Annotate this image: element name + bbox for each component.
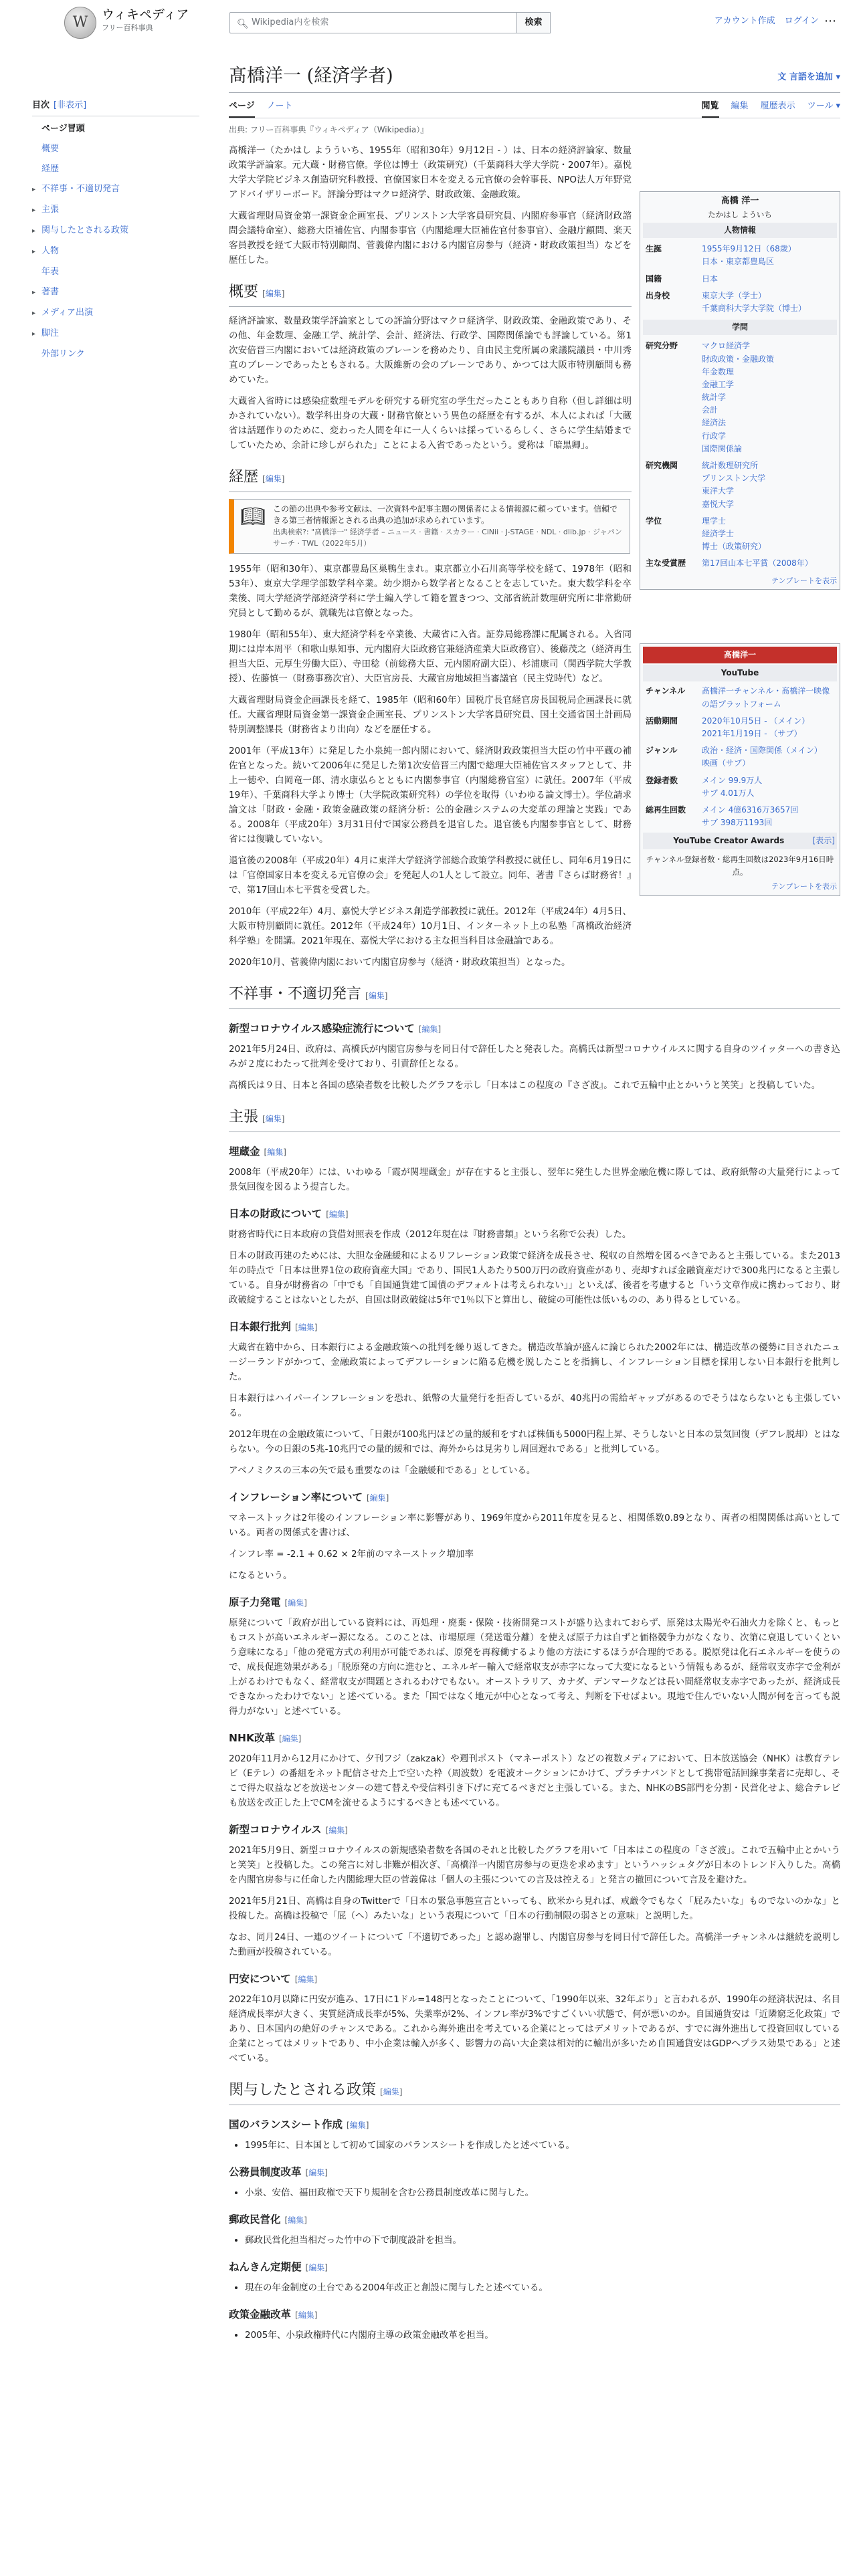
toc-item-label: 脚注 xyxy=(41,328,60,338)
edit-link-wrapper: [編集] xyxy=(347,2121,369,2131)
infobox-academic-header: 学問 xyxy=(643,320,837,335)
toc-item-label: 主張 xyxy=(41,204,60,215)
edit-link[interactable]: 編集 xyxy=(288,1598,304,1608)
user-links xyxy=(714,15,819,29)
edit-link[interactable]: 編集 xyxy=(308,2168,325,2178)
infobox-value-line[interactable]: 統計学 xyxy=(702,393,727,403)
toc-item[interactable] xyxy=(32,303,199,324)
edit-link[interactable]: 編集 xyxy=(298,2311,314,2321)
claims-paragraph: 日本の財政再建のためには、大胆な金融緩和によるリフレーション政策で経済を成長させ、税収の自然増を図るべきであると主張している。また2013年の時点で「日本は世界1位の政府資産大国」であり、国民1人あたり500万円の政府資産があり、売却すれば金融資産だけで300兆円になると主張している。自身が財務省の「中でも「自国通貨建て国債のデフォルトは考えられない」」といえば、後者を考慮すると「いう文章作成に携わっており、財政破綻することはないとしたが、自国は財政破綻は5年で1％以下と算出し、破綻の可能性は低いものの、あり得るとしている。 xyxy=(229,1251,840,1306)
claims-sub-title: 新型コロナウイルス xyxy=(229,1824,322,1836)
toc-item[interactable] xyxy=(32,241,199,262)
infobox-value xyxy=(699,338,837,457)
overview-paragraph: 経済評論家、数量政策学評論家としての評論分野はマクロ経済学、財政政策、金融政策であり、その他、年金数理、金融工学、統計学、会計、経済法、行政学、国際関係論でも評論している。第1次安倍晋三内閣においては経済政策のブレーンを務めたり、自由民主党所属の衆議院議員・中川秀直のブレーンであったともされる。大阪維新の会のブレーンであり、かつては大阪市特別顧問も務めていた。 xyxy=(229,316,632,386)
youtube-infobox xyxy=(640,643,840,896)
more-icon[interactable]: ⋯ xyxy=(824,14,836,28)
infobox-value-line[interactable]: 嘉悦大学 xyxy=(702,499,735,509)
youtube-template-link[interactable]: テンプレートを表示 xyxy=(771,882,837,891)
infobox-value-line[interactable]: 年金数理 xyxy=(702,366,735,377)
section-career-heading: 経歴 [編集] xyxy=(229,467,632,492)
toc-item-label: メディア出演 xyxy=(41,307,93,318)
site-name: ウィキペディア xyxy=(102,7,189,22)
policies-list xyxy=(245,2328,840,2343)
toc-item[interactable] xyxy=(32,324,199,344)
policies-sub-title: 政策金融改革 xyxy=(229,2309,292,2321)
toc-item[interactable] xyxy=(32,119,199,139)
toc-sidebar xyxy=(32,99,199,364)
policies-list xyxy=(245,2233,840,2248)
toc-item[interactable] xyxy=(32,262,199,282)
section-policies xyxy=(229,2117,840,2343)
claims-sub-title: インフレーション率について xyxy=(229,1491,363,1504)
career-paragraph: 1980年（昭和55年）、東大経済学科を卒業後、大蔵省に入省。証券局総務課に配属される。入省同期には岸本周平（和歌山県知事、元内閣府大臣政務官兼経済産業大臣政務官）、後藤茂之（経済再生担当大臣、元厚生労働大臣）、寺田稔（前総務大臣、元内閣府副大臣）、杉浦康司（関西学院大学教授）、佐藤慎一（財務事務次官）、大臣官房長、大蔵官房地域担当審議官（民主党時代）など。 xyxy=(229,629,632,685)
infobox xyxy=(640,191,840,590)
edit-link[interactable]: 編集 xyxy=(349,2121,366,2131)
infobox-row xyxy=(643,288,837,317)
infobox-value xyxy=(699,288,837,317)
youtube-awards-header[interactable]: YouTube Creator Awards [表示] xyxy=(643,833,837,849)
claims-paragraph: 2021年5月9日、新型コロナウイルスの新規感染者数を各国のそれと比較したグラフを用いて「日本はこの程度の「さざ波」。これで五輪中止とかいうと笑笑」と投稿した。この発言に対し非難が相次ぎ、「高橋洋一内閣官房参与の更迭を求めます」というハッシュタグが日本のトレンド入りした。高橋を内閣官房参与に任命した内閣総理大臣の菅義偉は「個人の主張についての言及は控える」と発言の撤回について言及を避けた。 xyxy=(229,1845,840,1886)
policies-list-item: • 小泉、安倍、福田政権で天下り規制を含む公務員制度改革に関与した。 xyxy=(245,2185,840,2200)
toc-item-label: 著書 xyxy=(41,286,60,297)
edit-link[interactable]: 編集 xyxy=(308,2263,325,2273)
infobox-value-line[interactable]: 日本 xyxy=(702,274,719,284)
claims-sub-heading xyxy=(229,1971,840,1987)
policies-sub-heading xyxy=(229,2165,840,2180)
infobox-academic-table xyxy=(643,338,837,572)
toc-item-label: 関与したとされる政策 xyxy=(41,225,129,235)
wikipedia-logo-icon[interactable]: W xyxy=(64,7,96,39)
infobox-value-line[interactable]: 2020年10月5日 - （メイン） xyxy=(702,716,810,726)
policies-sub-heading xyxy=(229,2212,840,2228)
edit-link-wrapper: [編集] xyxy=(326,1210,349,1220)
infobox-value-line[interactable]: 髙橋洋一チャンネル・髙橋洋一映像の語プラットフォーム xyxy=(702,686,830,709)
infobox-value-line[interactable]: 東洋大学 xyxy=(702,486,735,496)
toc-item[interactable] xyxy=(32,200,199,221)
edit-link-wrapper: [編集] xyxy=(295,2311,318,2321)
career-paragraph: 2001年（平成13年）に発足した小泉純一郎内閣において、経済財政政策担当大臣の竹中平蔵の補佐官となった。続いて2006年に発足した第1次安倍晋三内閣で総理大臣補佐官スタッフとして、井上一徳や、白岡竜一郎、清水康弘らとともに内閣参事官（内閣総務官室）に就任。2007年（平成19年）、千葉商科大学より博士（大学院政策研究科）の学位を取得（いわゆる論文博士）。学位請求論文は「財政・金融・政策金融政策の経済分析：公的金融システムの大変革の理論と実践」である。2008年（平成20年）3月31日付で国家公務員を退官した。退官後も内閣参事官として、財務省には復職していない。 xyxy=(229,746,632,845)
section-overview xyxy=(229,314,632,453)
toc-list xyxy=(32,119,199,364)
infobox-value-line[interactable]: 国際関係論 xyxy=(702,443,743,453)
infobox-row xyxy=(643,271,837,288)
career-paragraph: 2020年10月、菅義偉内閣において内閣官房参与（経済・財政政策担当）となった。 xyxy=(229,957,571,968)
youtube-note: チャンネル登録者数・総再生回数は2023年9月16日時点。 xyxy=(646,855,834,877)
tab-talk[interactable]: ノート xyxy=(266,101,293,111)
policies-list-item: • 現在の年金制度の土台である2004年改正と創設に関与したと述べている。 xyxy=(245,2280,840,2295)
chevron-right-icon: ▸ xyxy=(32,227,36,235)
claims-paragraph: インフレ率 = -2.1 + 0.62 × 2年前のマネーストック増加率 xyxy=(229,1549,474,1560)
infobox-value-line[interactable]: 東京大学（学士） xyxy=(702,290,767,300)
edit-link-wrapper: [編集] xyxy=(284,1598,307,1608)
infobox-value xyxy=(699,555,837,572)
create-account-link[interactable]: アカウント作成 xyxy=(714,16,775,26)
infobox-value-line[interactable]: 千葉商科大学大学院（博士） xyxy=(702,303,807,313)
infobox-key: 生誕 xyxy=(646,244,662,254)
scandal-sub-heading: 新型コロナウイルス感染症流行について [編集] xyxy=(229,1023,442,1035)
notice-subtext: 出典検索?: "髙橋洋一" 経済学者 – ニュース · 書籍 · スカラー · CiNii · J-STAGE · NDL · dlib.jp · ジャパンサーチ · TWL（2022年5月） xyxy=(273,528,622,548)
claims-sub-heading xyxy=(229,1595,840,1610)
edit-link[interactable]: 編集 xyxy=(298,1975,314,1985)
claims-sub-heading xyxy=(229,1319,840,1335)
source-line: 出典: フリー百科事典『ウィキペディア（Wikipedia）』 xyxy=(229,125,429,134)
section-career xyxy=(229,562,632,970)
edit-link-wrapper: [編集] xyxy=(325,1826,348,1836)
claims-paragraph: マネーストックは2年後のインフレーション率に影響があり、1969年度から2011年度を見ると、相関係数0.89となり、両者の相関関係は高いとしている。両者の関係式を書けば、 xyxy=(229,1513,840,1539)
infobox-value xyxy=(699,742,837,772)
claims-sub-title: 円安について xyxy=(229,1973,291,1985)
infobox-value xyxy=(699,241,837,270)
claims-paragraph: 2020年11月から12月にかけて、夕刊フジ（zakzak）や週刊ポスト（マネーポスト）などの複数メディアにおいて、日本放送協会（NHK）は教育テレビ（Eテレ）の番組をネット配信させた上で空いた枠（周波数）を電波オークションにかけて、プラチナバンドとして携帯電話回線事業者に売却し、そこで得た収益などを放送センターの建て替えや受信料引き下げに充てるべきだと主張している。また、NHKのBS部門を分割・民営化せよ、総合テレビも放送を改正した上でCMを流せるようにするべきとも述べている。 xyxy=(229,1753,840,1809)
toc-item-label: 経歴 xyxy=(41,163,60,174)
infobox-kana: たかはし よういち xyxy=(708,210,772,219)
claims-sub-heading xyxy=(229,1206,840,1222)
section-claims-heading: 主張 [編集] xyxy=(229,1107,840,1132)
infobox-value xyxy=(699,802,837,831)
site-header xyxy=(0,0,859,48)
claims-paragraph: 原発について「政府が出している資料には、再処理・廃棄・保険・技術開発コストが盛り込まれておらず、原発は太陽光や石油火力を除くと、もっともコストが高いエネルギー源になる。このことは、市場原理（発送電分離）を使えば原子力は自ずと価格競争力がなくなり、次第に衰退していくという意味になる」「他の発電方式の利用が可能であれば、原発を再稼働するより他の方法にするほうが合理的である。脱原発は化石エネルギーを使うので、成長促進効果がある」「脱原発の方向に進むと、エネルギー輸入で経常収支が赤字になって大変になるという情報もあるが、経常収支赤字で金利が上がるわけでもなく、経常収支が問題とされるわけでもない。オーストラリア、カナダ、デンマークなどは長い間経常収支赤字であったが、経済成長できなかったわけでない」と述べている。また「国ではなく地元が中心となって考え、判断を下せばよい。現地で住んでいない人間が何を言っても説得力がない」と述べている。 xyxy=(229,1618,840,1717)
infobox-key: ジャンル xyxy=(646,746,678,756)
toc-item[interactable] xyxy=(32,344,199,364)
infobox-value-line[interactable]: マクロ経済学 xyxy=(702,341,751,351)
claims-paragraph: 大蔵省在籍中から、日本銀行による金融政策への批判を繰り返してきた。構造改革論が盛んに論じられた2002年には、構造改革の優勢に目されたニュージーランドがかつて、金融政策によってデフレーションに陥る危機を脱したことを指摘し、インフレーション目標を採用しない日本銀行を批判した。 xyxy=(229,1342,840,1383)
infobox-key: 総再生回数 xyxy=(646,804,686,815)
toc-item[interactable] xyxy=(32,282,199,303)
edit-link-wrapper: [編集] xyxy=(278,1734,302,1744)
policies-sub-title: ねんきん定期便 xyxy=(229,2261,302,2274)
infobox-key: チャンネル xyxy=(646,686,686,696)
toc-item-label: 不祥事・不適切発言 xyxy=(41,183,120,194)
infobox-value-line[interactable]: 会計 xyxy=(702,405,719,415)
policies-sub-title: 郵政民営化 xyxy=(229,2214,281,2226)
infobox-value-line[interactable]: 2021年1月19日 - （サブ） xyxy=(702,728,802,738)
edit-link-wrapper: [編集] xyxy=(305,2168,328,2178)
search-icon: 🔍︎ xyxy=(237,19,249,29)
claims-sub-heading xyxy=(229,1731,840,1746)
infobox-row xyxy=(643,338,837,457)
claims-sub-heading xyxy=(229,1144,840,1160)
infobox-value-line[interactable]: 理学士 xyxy=(702,516,727,526)
source-notice-box xyxy=(229,499,630,554)
page-tabs xyxy=(229,100,840,118)
youtube-box-name: 髙橋洋一 xyxy=(643,647,837,663)
infobox-value xyxy=(699,457,837,513)
policies-sub-title: 国のバランスシート作成 xyxy=(229,2119,343,2131)
chevron-right-icon: ▸ xyxy=(32,330,36,338)
infobox-value xyxy=(699,271,837,288)
search-button[interactable]: 検索 xyxy=(517,12,551,33)
edit-link-wrapper: [編集] xyxy=(294,1975,318,1985)
edit-link[interactable]: 編集 xyxy=(288,2216,304,2226)
infobox-value-line[interactable]: 映画（サブ） xyxy=(702,758,751,768)
edit-link-wrapper: [編集] xyxy=(366,1493,389,1503)
youtube-row xyxy=(643,683,837,712)
section-scandal xyxy=(229,1042,840,1093)
infobox-key: 主な受賞歴 xyxy=(646,558,686,568)
infobox-row xyxy=(643,513,837,556)
infobox-value-line[interactable]: 日本・東京都豊島区 xyxy=(702,257,775,267)
main-content xyxy=(229,64,840,2351)
claims-paragraph: 2008年（平成20年）には、いわゆる「霞が関埋蔵金」が存在すると主張し、翌年に発生した世界金融危機に際しては、政府紙幣の大量発行によって景気回復を図るよう提言した。 xyxy=(229,1167,840,1193)
infobox-value-line[interactable]: メイン 4億6316万3657回 xyxy=(702,804,799,815)
chevron-right-icon: ▸ xyxy=(32,247,36,255)
chevron-right-icon: ▸ xyxy=(32,288,36,296)
claims-sub-title: 日本の財政について xyxy=(229,1208,322,1220)
tab-tools[interactable]: ツール ▾ xyxy=(807,101,840,111)
section-overview-heading: 概要 [編集] xyxy=(229,282,632,307)
infobox-row xyxy=(643,241,837,270)
policies-list xyxy=(245,2138,840,2153)
claims-sub-title: NHK改革 xyxy=(229,1732,275,1745)
edit-link[interactable]: 編集 xyxy=(328,1210,345,1220)
career-paragraph: 大蔵省理財局資金企画課長を経て、1985年（昭和60年）国税庁長官経官房長国税局企画課長に就任。大蔵省理財局資金第一課資金企画室長、プリンストン大学客員研究員、国土交通省国土計画局特別調整課長（財務省より出向）などを歴任する。 xyxy=(229,695,632,736)
infobox-value xyxy=(699,713,837,742)
section-claims xyxy=(229,1144,840,2066)
youtube-table xyxy=(643,683,837,831)
scandal-paragraph: 高橋氏は９日、日本と各国の感染者数を比較したグラフを示し「日本はこの程度の『さざ波』。これで五輪中止とかいうと笑笑」と投稿していた。 xyxy=(229,1080,821,1091)
toc-item-label: 概要 xyxy=(41,143,60,154)
infobox-value-line[interactable]: 政治・経済・国際関係（メイン） xyxy=(702,746,822,756)
policies-sub-heading xyxy=(229,2307,840,2323)
add-language-button[interactable]: 文︎ 言語を追加 ▾ xyxy=(777,72,840,82)
youtube-row xyxy=(643,802,837,831)
infobox-value xyxy=(699,683,837,712)
youtube-row xyxy=(643,713,837,742)
tab-history[interactable]: 履歴表示 xyxy=(760,101,795,111)
edit-link[interactable]: 編集 xyxy=(328,1826,345,1836)
login-link[interactable]: ログイン xyxy=(784,16,819,26)
youtube-row xyxy=(643,772,837,802)
policies-list-item: • 郵政民営化担当相だった竹中の下で制度設計を担当。 xyxy=(245,2233,840,2248)
infobox-person-header: 人物情報 xyxy=(643,223,837,238)
career-paragraph: 1955年（昭和30年）、東京都豊島区巣鴨生まれ。東京都立小石川高等学校を経て、1978年（昭和53年）、東京大学理学部数学科卒業。幼少期から数学者となることを志していた。東大数学科を卒業後、同大学経済学部経済学科に学士編入学して籍を置きつつ、文部省統計数理研究所に非常勤研究員として勤めるが、就職先は官僚となった。 xyxy=(229,564,632,619)
section-policies-heading: 関与したとされる政策 [編集] xyxy=(229,2080,840,2105)
career-paragraph: 退官後の2008年（平成20年）4月に東洋大学経済学部総合政策学科教授に就任し、同年6月19日には「官僚国家日本を変える元官僚の会」を発起人の1人として設立。同年、著書『さらば財務省！』で、第17回山本七平賞を受賞した。 xyxy=(229,855,632,896)
policies-list-item: • 1995年に、日本国として初めて国家のバランスシートを作成したと述べている。 xyxy=(245,2138,840,2153)
career-paragraph: 2010年（平成22年）4月、嘉悦大学ビジネス創造学部教授に就任。2012年（平成24年）4月5日、大阪市特別顧問に就任。2012年（平成24年）10月1日、インターネット上の私塾「髙橋政治経済科学塾」を開講。2021年現在、嘉悦大学における主な担当科目は金融論である。 xyxy=(229,906,632,947)
claims-paragraph: 2022年10月以降に円安が進み、17日に1ドル=148円となったことについて、「1990年以来、32年ぶり」と言われるが、1990年の経済状況は、名目経済成長率が大きく、実質経済成長率が5%、失業率が2%、インフレ率が3%ですごくいい状態で、何が悪いのか。自国通貨安は「近隣窮乏化政策」であり、日本国内の絶好のチャンスである。これから海外進出を考えている企業にとってはデメリットであるが、すでに海外進出して投資回収している企業にとってはメリットであり、中小企業は輸入が多く、影響力の高い大企業は相対的に輸出が多いため自国通貨安はGDPへプラス効果である」と述べている。 xyxy=(229,1994,840,2064)
overview-paragraph: 大蔵省入省時には感染症数理モデルを研究する研究室の学生だったこともあり自称（但し詳細は明かされていない）。数学科出身の大蔵・財務官僚という異色の経歴を有するが、本人によれば「大蔵省は話題作りのために、変わった人間を年に一人くらいは採っているらしく、さらに学生結婚までしていたため、余計に珍しがられた」ことによる入省であったという。愛称は「暗黒卿」。 xyxy=(229,396,632,451)
infobox-value-line[interactable]: メイン 99.9万人 xyxy=(702,775,763,785)
infobox-value xyxy=(699,513,837,556)
infobox-value-line[interactable]: 経済学士 xyxy=(702,528,735,538)
policies-sub-title: 公務員制度改革 xyxy=(229,2166,302,2179)
search-placeholder: Wikipedia内を検索 xyxy=(252,17,329,27)
book-icon: 📖︎ xyxy=(240,505,266,529)
edit-link-wrapper: [編集] xyxy=(284,2216,307,2226)
infobox-value-line[interactable]: サブ 398万1193回 xyxy=(702,818,773,828)
infobox-row xyxy=(643,457,837,513)
search-input[interactable] xyxy=(229,12,517,33)
infobox-key: 研究機関 xyxy=(646,461,678,470)
site-wordmark[interactable] xyxy=(102,7,189,33)
chevron-right-icon: ▸ xyxy=(32,206,36,214)
claims-paragraph: 日本銀行はハイパーインフレーションを恐れ、紙幣の大量発行を拒否しているが、40兆円の需給ギャップがあるのでそうはならないとも主張している。 xyxy=(229,1393,840,1419)
intro-paragraph: 大蔵省理財局資金第一課資金企画室長、プリンストン大学客員研究員、内閣府参事官（経済財政諮問会議特命室）、総務大臣補佐官、内閣参事官（内閣総理大臣補佐官付参事官）、金融庁顧問、楽天客員教授を経て大阪市特別顧問、菅義偉内閣における内閣官房参与（経済・財政政策担当）などを歴任した。 xyxy=(229,211,632,266)
infobox-value-line[interactable]: 財政政策・金融政策 xyxy=(702,354,775,364)
chevron-right-icon: ▸ xyxy=(32,185,36,193)
policies-list xyxy=(245,2280,840,2295)
edit-link-wrapper: [編集] xyxy=(295,1323,318,1333)
edit-link[interactable]: 編集 xyxy=(369,1493,386,1503)
claims-paragraph: 2021年5月21日、高橋は自身のTwitterで「日本の緊急事態宣言といっても、欧米から見れば、戒厳令でもなく「屁みたいな」ものでないのかな」と投稿した。高橋は投稿で「屁（へ）みたいな」という表現について「日本の行動制限の弱さとの意味」と説明した。 xyxy=(229,1896,840,1922)
infobox-key: 活動期間 xyxy=(646,716,678,726)
toc-item[interactable] xyxy=(32,139,199,159)
claims-sub-title: 原子力発電 xyxy=(229,1596,281,1609)
infobox-value-line[interactable]: 統計数理研究所 xyxy=(702,461,759,470)
toc-item[interactable] xyxy=(32,179,199,200)
edit-link-wrapper: [編集] xyxy=(264,1148,286,1158)
toc-item-label: ページ冒頭 xyxy=(41,123,85,134)
article-body xyxy=(229,143,632,970)
claims-sub-heading xyxy=(229,1822,840,1838)
edit-link-wrapper: [編集] xyxy=(305,2263,328,2273)
toc-item-label: 外部リンク xyxy=(41,348,85,359)
claims-paragraph: になるという。 xyxy=(229,1570,292,1582)
infobox-value-line[interactable]: 金融工学 xyxy=(702,379,735,389)
policies-sub-heading xyxy=(229,2260,840,2275)
claims-sub-title: 埋蔵金 xyxy=(229,1146,260,1158)
toc-item[interactable] xyxy=(32,221,199,241)
toc-item-label: 人物 xyxy=(41,245,60,256)
infobox-value-line[interactable]: 1955年9月12日（68歳） xyxy=(702,244,796,254)
claims-paragraph: 財務省時代に日本政府の貸借対照表を作成（2012年現在は『財務書類』という名称で公表）した。 xyxy=(229,1229,632,1241)
policies-list-item: • 2005年、小泉政権時代に内閣府主導の政策金融改革を担当。 xyxy=(245,2328,840,2343)
youtube-box-platform: YouTube xyxy=(643,665,837,681)
infobox-key: 学位 xyxy=(646,516,662,526)
infobox-template-link[interactable]: テンプレートを表示 xyxy=(771,576,837,585)
intro-paragraph: 髙橋洋一（たかはし ようういち、1955年（昭和30年）9月12日 - ）は、日本の経済評論家、数量政策学評論家。元大蔵・財務官僚。学位は博士（政策研究）（千葉商科大学大学院・2007年）。嘉悦大学大学院ビジネス創造研究科教授、官僚国家日本を変える元官僚の会幹事長、NPO法人万年野党アドバイザリーボード。評論分野はマクロ経済学、財政政策、金融政策。 xyxy=(229,145,632,201)
policies-list xyxy=(245,2185,840,2200)
claims-paragraph: 2012年現在の金融政策について、「日銀が100兆円ほどの量的緩和をすれば株価も5000円程上昇、そうしないと日本の景気回復（デフレ脱却）とはならない。今の日銀の5兆-10兆円での量的緩和では、海外からは見劣りし周回遅れである」と批判している。 xyxy=(229,1429,840,1455)
section-scandal-heading: 不祥事・不適切発言 [編集] xyxy=(229,984,840,1009)
tab-edit[interactable]: 編集 xyxy=(731,101,749,111)
edit-link[interactable]: 編集 xyxy=(298,1323,314,1333)
toc-item-label: 年表 xyxy=(41,266,60,277)
infobox-value-line[interactable]: 博士（政策研究） xyxy=(702,542,767,552)
infobox-value-line[interactable]: 第17回山本七平賞（2008年） xyxy=(702,558,813,568)
intro xyxy=(229,143,632,267)
infobox-value-line[interactable]: 経済法 xyxy=(702,418,727,428)
claims-sub-heading xyxy=(229,1490,840,1505)
claims-paragraph: アベノミクスの三本の矢で最も重要なのは「金融緩和である」としている。 xyxy=(229,1465,536,1477)
edit-link[interactable]: 編集 xyxy=(282,1734,298,1744)
infobox-value-line[interactable]: サブ 4.01万人 xyxy=(702,788,755,798)
edit-link[interactable]: 編集 xyxy=(267,1148,284,1158)
page-title: 髙橋洋一 (経済学者) xyxy=(229,64,840,93)
infobox-value xyxy=(699,772,837,802)
infobox-key: 国籍 xyxy=(646,274,662,284)
toc-toggle[interactable]: [非表示] xyxy=(54,100,87,110)
infobox-person-table xyxy=(643,241,837,317)
infobox-key: 登録者数 xyxy=(646,775,678,785)
site-tagline: フリー百科事典 xyxy=(102,23,153,32)
claims-paragraph: なお、同月24日、一連のツイートについて「不適切であった」と認め謝罪し、内閣官房参与を同日付で辞任した。高橋洋一チャンネルは継続を説明した動画が投稿されている。 xyxy=(229,1932,840,1958)
policies-sub-heading xyxy=(229,2117,840,2133)
infobox-value-line[interactable]: 行政学 xyxy=(702,431,727,441)
infobox-name: 髙橋 洋一 xyxy=(721,196,759,206)
toc-item[interactable] xyxy=(32,159,199,179)
toc-heading: 目次 [非表示] xyxy=(32,99,199,116)
infobox-key: 研究分野 xyxy=(646,341,678,351)
scandal-paragraph: 2021年5月24日、政府は、高橋氏が内閣官房参与を同日付で辞任したと発表した。高橋氏は新型コロナウイルスに関する自身のツイッターへの書き込みが２度にわたって批判を受けており、引責辞任となる。 xyxy=(229,1044,840,1070)
claims-sub-title: 日本銀行批判 xyxy=(229,1321,292,1333)
chevron-right-icon: ▸ xyxy=(32,309,36,317)
article-body-wide xyxy=(229,984,840,2343)
infobox-key: 出身校 xyxy=(646,290,670,300)
tab-read[interactable]: 閲覧 xyxy=(702,100,719,118)
youtube-row xyxy=(643,742,837,772)
tab-page[interactable]: ページ xyxy=(229,100,255,118)
infobox-value-line[interactable]: プリンストン大学 xyxy=(702,473,766,484)
infobox-row xyxy=(643,555,837,572)
notice-text: この節の出典や参考文献は、一次資料や記事主題の関係者による情報源に頼っています。信頼できる第三者情報源とされる出典の追加が求められています。 xyxy=(273,504,618,526)
